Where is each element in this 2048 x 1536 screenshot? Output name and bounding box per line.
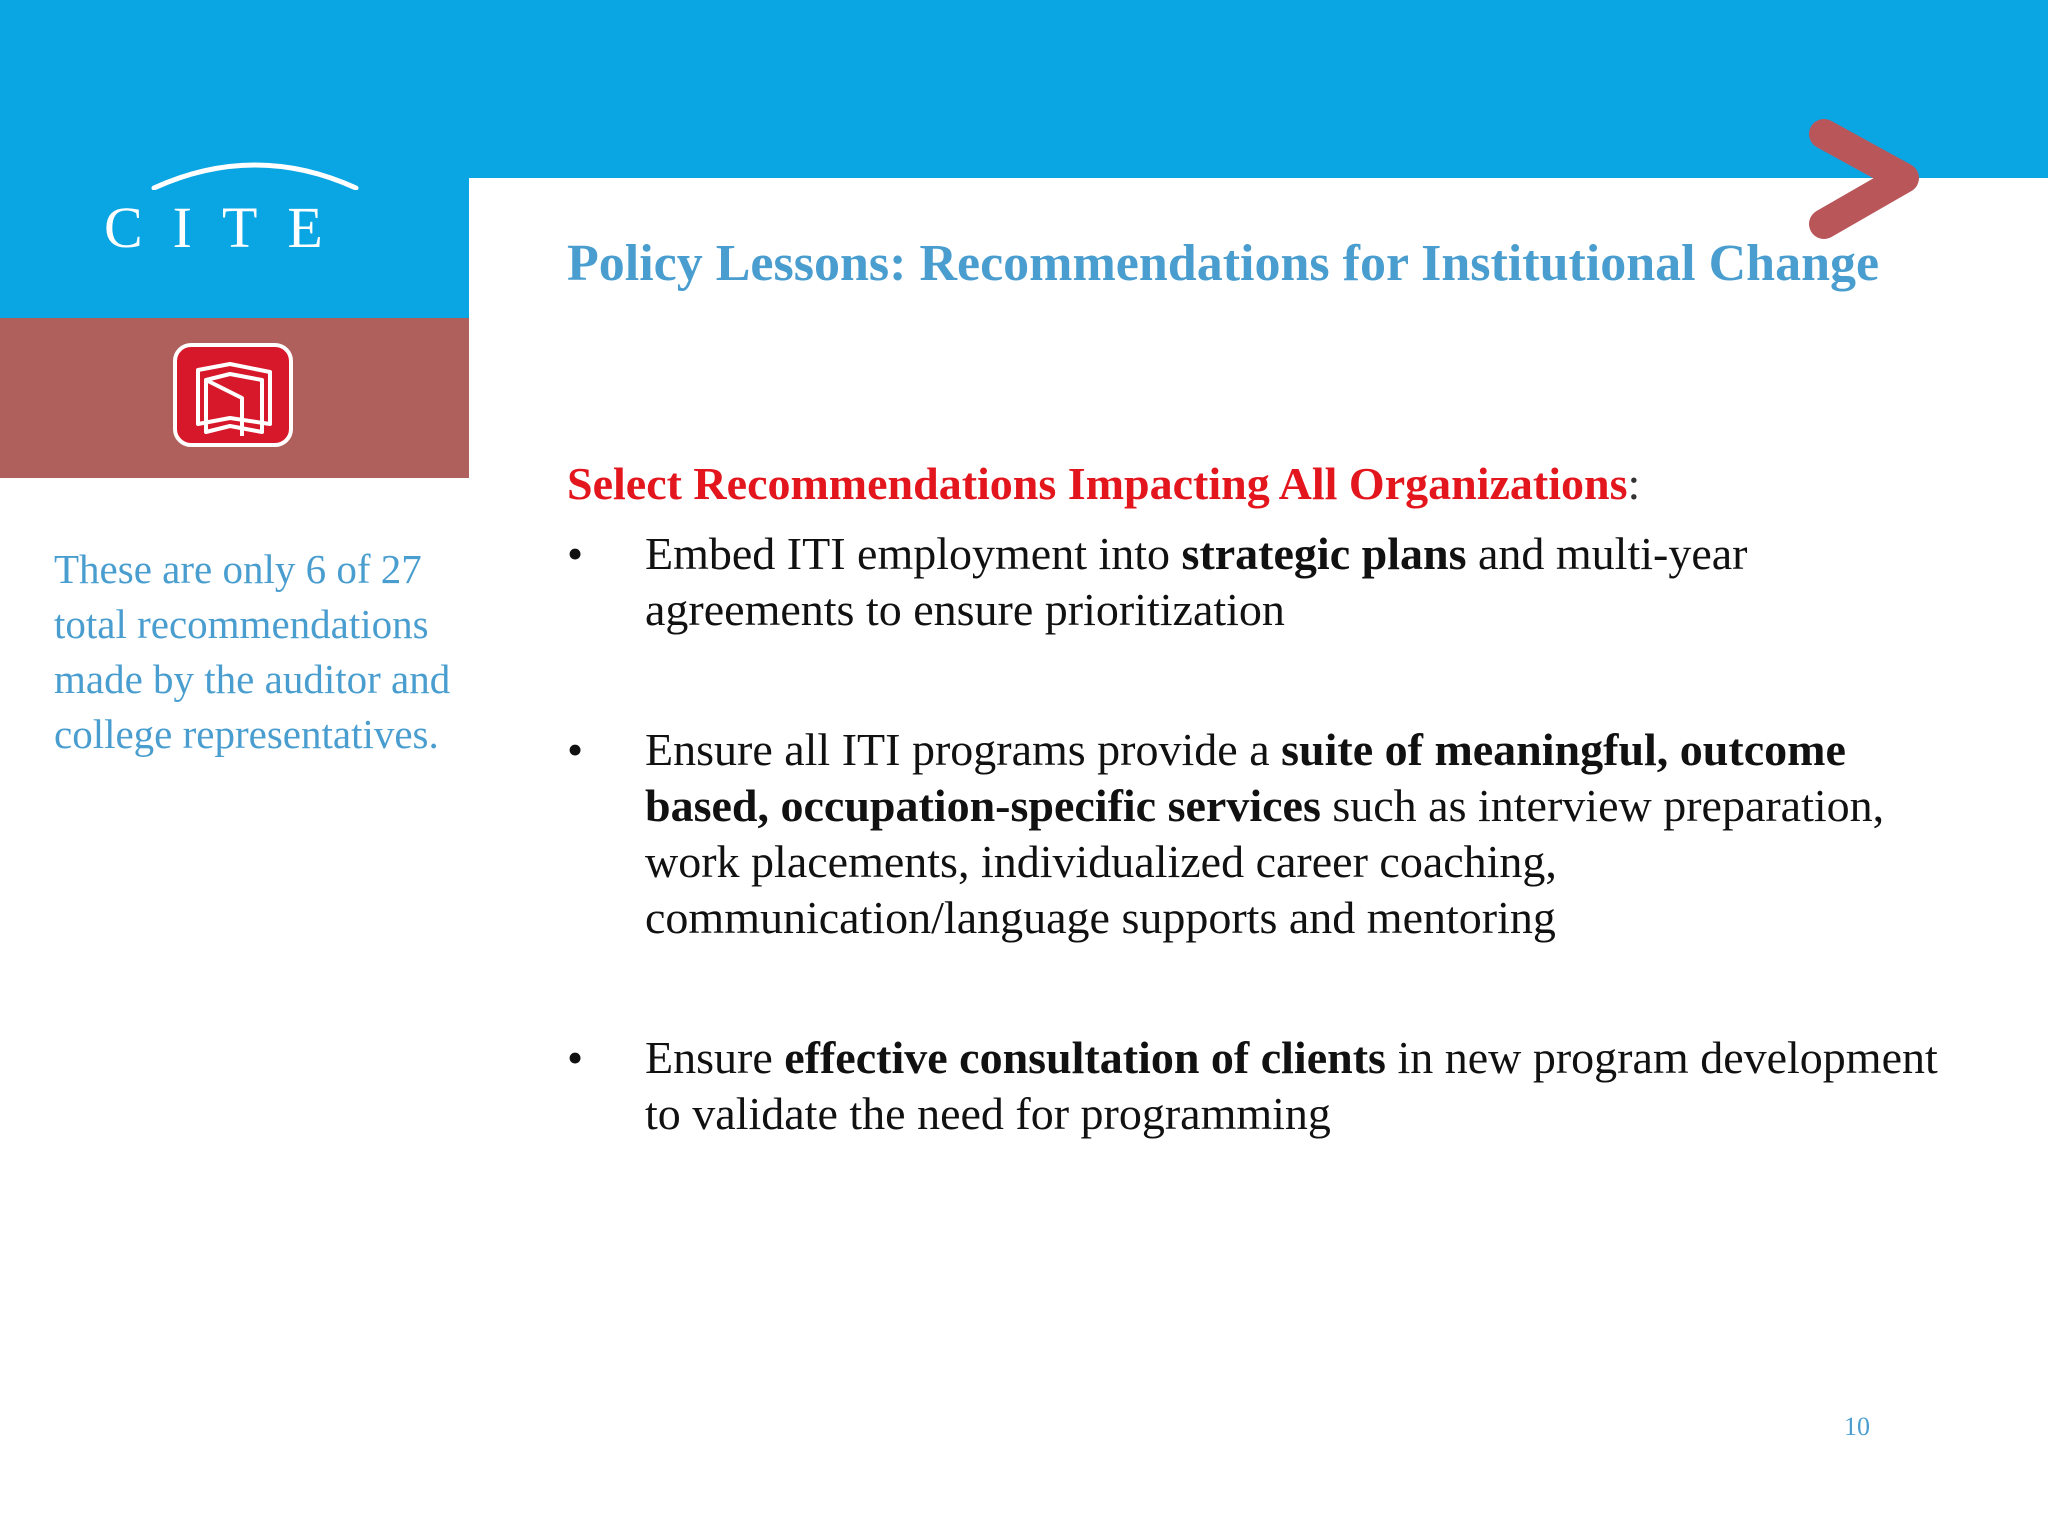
side-note: These are only 6 of 27 total recommendations made by the auditor and college representatives. xyxy=(54,546,451,757)
bullet-emphasis: effective consultation of clients xyxy=(784,1032,1386,1083)
bullet-emphasis: strategic plans xyxy=(1181,528,1467,579)
bullet-glyph: • xyxy=(567,528,584,579)
bullet-glyph: • xyxy=(567,1032,584,1083)
logo-text: CITE xyxy=(104,195,353,260)
list-item xyxy=(567,722,1967,946)
list-item xyxy=(567,526,1967,638)
bullet-text: Ensure xyxy=(645,1032,785,1083)
subtitle-text: Select Recommendations Impacting All Organizations xyxy=(567,458,1628,509)
chevron-icon xyxy=(1806,118,1922,240)
subtitle-colon: : xyxy=(1627,458,1641,509)
bullet-text: and multi-year agreements to ensure prioritization xyxy=(645,528,1748,635)
slide-title: Policy Lessons: Recommendations for Institutional Change xyxy=(567,235,1880,292)
bullet-text: Ensure all ITI programs provide a xyxy=(645,724,1282,775)
list-item xyxy=(567,1030,1967,1142)
section-subtitle xyxy=(567,456,1947,512)
bullet-glyph: • xyxy=(567,724,584,775)
page-number: 10 xyxy=(1844,1412,1870,1441)
bullet-text: such as interview preparation, work placements, individualized career coaching, communication/language supports and mentoring xyxy=(645,780,1885,943)
cite-logo xyxy=(100,150,400,270)
bullet-text: Embed ITI employment into xyxy=(645,528,1182,579)
folder-icon xyxy=(172,342,294,448)
recommendation-list xyxy=(567,526,1967,1142)
bullet-text: in new program development to validate the need for programming xyxy=(645,1032,1938,1139)
bullet-emphasis: suite of meaningful, outcome based, occupation-specific services xyxy=(645,724,1846,831)
logo-arc xyxy=(150,150,360,190)
